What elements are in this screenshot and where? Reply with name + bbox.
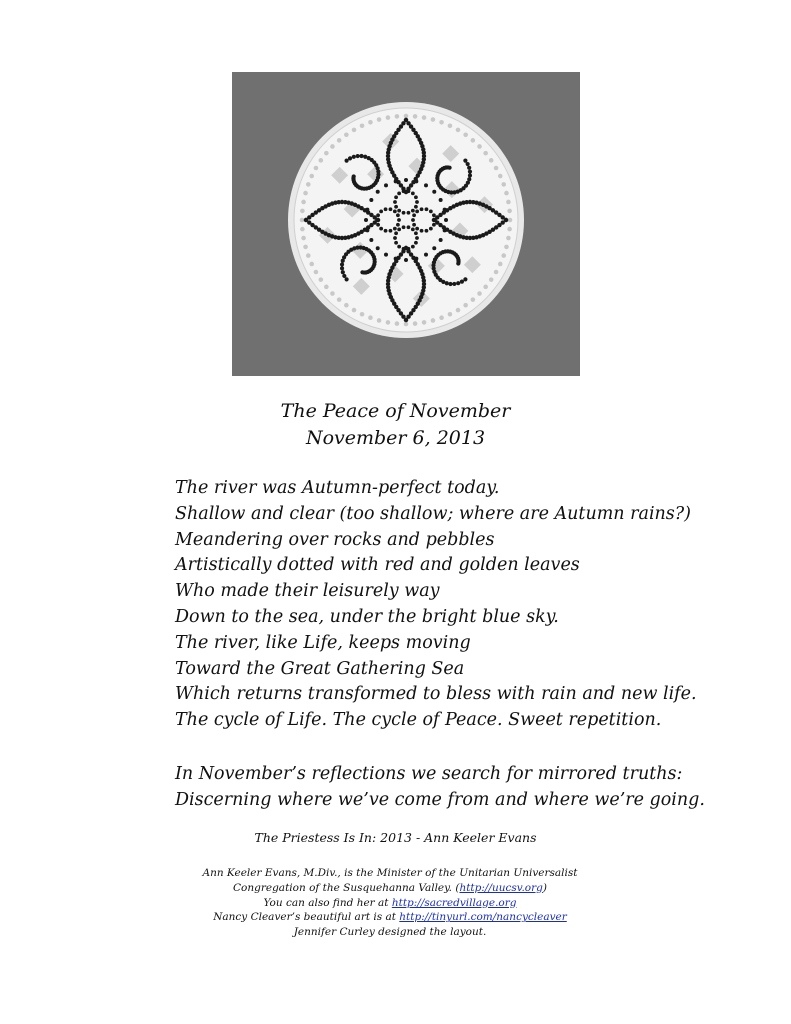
tinyurl-link[interactable]: http://tinyurl.com/nancycleaver	[399, 911, 567, 924]
credit-line: Ann Keeler Evans, M.Div., is the Minister of the Unitarian Universalist	[202, 867, 578, 879]
credit-text: Nancy Cleaver’s beautiful art is at	[213, 911, 400, 924]
poem-line: Which returns transformed to bless with rain and new life.	[175, 684, 697, 705]
poem-line: Artistically dotted with red and golden leaves	[175, 555, 580, 576]
credit-text: )	[542, 881, 547, 894]
poem-date: November 6, 2013	[305, 427, 486, 449]
sacredvillage-link[interactable]: http://sacredvillage.org	[391, 896, 517, 909]
attribution: The Priestess Is In: 2013 - Ann Keeler Evans	[254, 830, 537, 845]
poem-line: The river, like Life, keeps moving	[175, 632, 471, 653]
poem-line: Meandering over rocks and pebbles	[175, 529, 495, 550]
poem-line: The river was Autumn-perfect today.	[175, 478, 500, 498]
mandala-artwork	[232, 72, 580, 376]
uucsv-link[interactable]: http://uucsv.org	[459, 881, 543, 894]
credit-text: Congregation of the Susquehanna Valley. (	[233, 881, 460, 894]
poem-line: Down to the sea, under the bright blue sky.	[175, 606, 559, 627]
poem-title: The Peace of November	[280, 400, 511, 422]
poem-line: Discerning where we’ve come from and where we’re going.	[175, 789, 705, 810]
credit-line	[190, 881, 590, 896]
poem-stanza-1	[175, 476, 775, 734]
poem-line: Toward the Great Gathering Sea	[175, 658, 465, 679]
poem-line: In November’s reflections we search for mirrored truths:	[175, 764, 683, 784]
credit-line	[190, 910, 590, 925]
credits	[190, 866, 590, 940]
credit-line	[190, 896, 590, 911]
poem-line: Who made their leisurely way	[175, 581, 440, 602]
credit-line: Jennifer Curley designed the layout.	[293, 926, 487, 939]
poem-line: Shallow and clear (too shallow; where are Autumn rains?)	[175, 503, 692, 524]
poem-stanza-2	[175, 762, 775, 814]
credit-text: You can also find her at	[263, 896, 392, 909]
mandala-artwork-icon	[232, 72, 580, 376]
poem-line: The cycle of Life. The cycle of Peace. Sweet repetition.	[175, 710, 662, 731]
